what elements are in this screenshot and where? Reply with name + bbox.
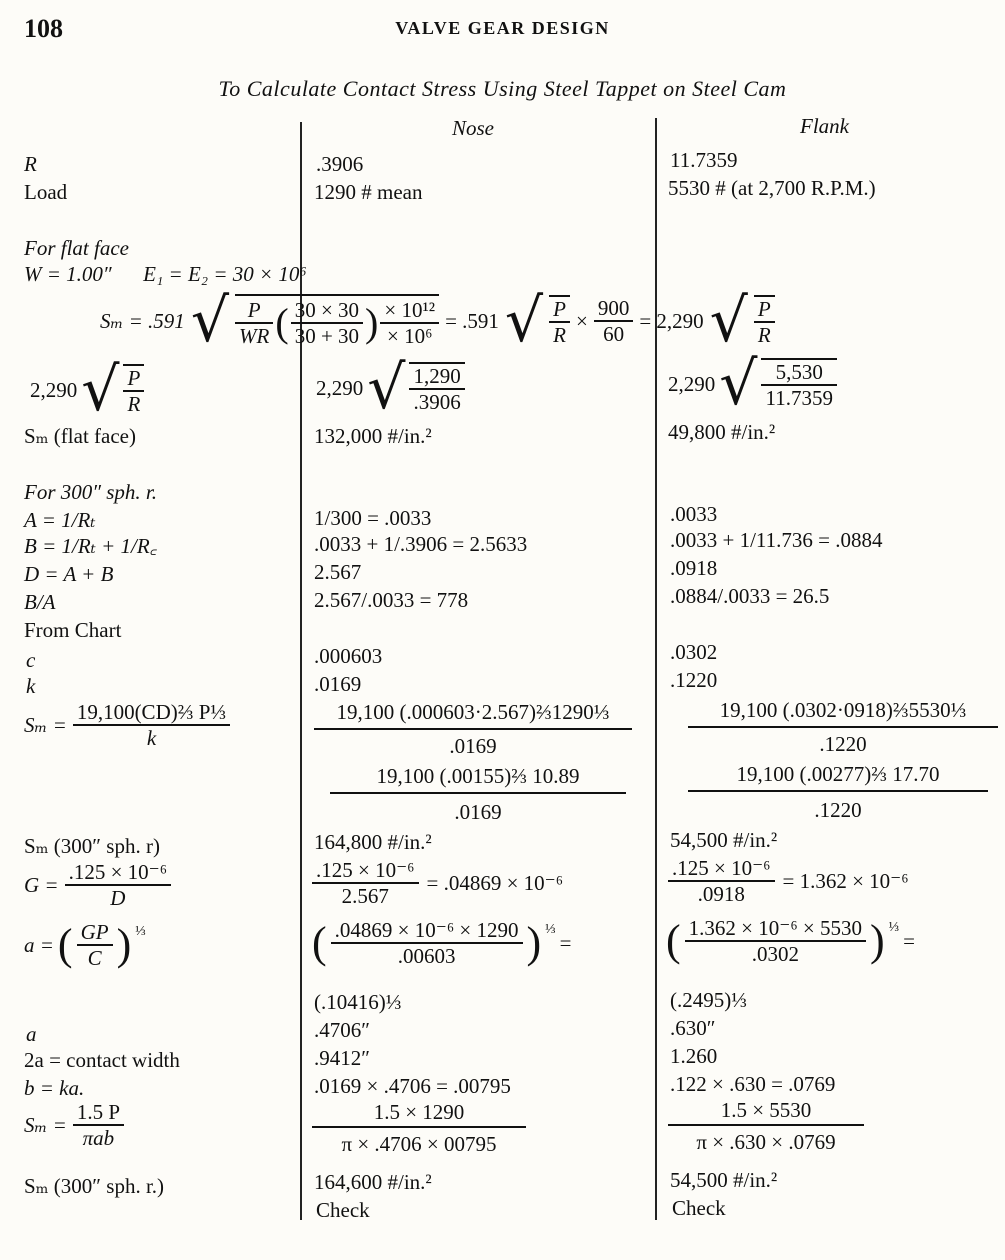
g-nose-den: 2.567 xyxy=(341,884,389,908)
sm-final-label-num: 1.5 P xyxy=(73,1100,124,1126)
nose-sm-sph-final: 164,600 #/in.² xyxy=(314,1170,432,1194)
sm-chart-nose-den2: .0169 xyxy=(454,800,502,824)
nose-ba: 2.567/.0033 = 778 xyxy=(314,588,469,612)
sm-chart-flank-den1: .1220 xyxy=(819,732,867,756)
times-sign: × xyxy=(575,309,588,333)
g-label xyxy=(24,860,171,910)
w-e-line: W = 1.00″ E₁ = E₂ = 30 × 10⁶ xyxy=(24,262,307,286)
exp-num: × 10¹² xyxy=(380,298,439,324)
nose-b-ka: .0169 × .4706 = .00795 xyxy=(314,1074,511,1098)
flank-sm-sph: 54,500 #/in.² xyxy=(670,828,778,852)
page-number: 108 xyxy=(24,14,63,43)
sm-final-label-den: πab xyxy=(82,1126,115,1150)
sm-final-label-frac xyxy=(73,1100,124,1150)
sm-chart-lhs: Sₘ = xyxy=(24,713,67,737)
sm-chart-label-num: 19,100(CD)⅔ P⅓ xyxy=(73,700,230,726)
sqrt-row-nose-num: 1,290 xyxy=(409,364,464,390)
sph-heading: For 300″ sph. r. xyxy=(24,480,158,504)
inner-frac xyxy=(291,298,363,348)
label-sm-sph: Sₘ (300″ sph. r) xyxy=(24,834,160,858)
a-nose-exp: ⅓ xyxy=(545,922,556,937)
g-label-num: .125 × 10⁻⁶ xyxy=(65,860,172,886)
final-p-over-r xyxy=(754,295,775,347)
label-b-ka: b = ka. xyxy=(24,1076,85,1100)
paren-open: ( xyxy=(275,300,289,345)
sm-chart-nose-2 xyxy=(330,764,626,824)
label-c: c xyxy=(26,648,36,672)
flank-sm-flat: 49,800 #/in.² xyxy=(668,420,776,444)
sqrt-symbol-5: √ xyxy=(367,353,406,423)
sqrt-row-flank-coef: 2,290 xyxy=(668,372,716,396)
a-label-den: C xyxy=(87,946,102,970)
nose-two-a: .9412″ xyxy=(314,1046,370,1070)
inner-num: 30 × 30 xyxy=(291,298,363,324)
a-flank-paren-open: ( xyxy=(666,916,681,965)
sm-chart-label-frac xyxy=(73,700,230,750)
sm-formula-eq: = 2,290 xyxy=(639,309,704,333)
flank-ba: .0884/.0033 = 26.5 xyxy=(670,584,830,608)
p-wr-den: WR xyxy=(239,324,270,348)
from-chart: From Chart xyxy=(24,618,122,642)
sqrt-row-flank xyxy=(668,349,837,419)
pr-den: R xyxy=(553,323,566,347)
sm-chart-label-den: k xyxy=(146,726,157,750)
sm-chart-nose-num2: 19,100 (.00155)⅔ 10.89 xyxy=(330,764,626,794)
sm-final-nose xyxy=(312,1100,526,1156)
label-ba: B/A xyxy=(24,590,56,614)
sqrt-symbol-6: √ xyxy=(719,349,758,419)
column-divider-right xyxy=(655,118,657,1220)
a-formula-flank xyxy=(666,916,915,966)
nose-c: .000603 xyxy=(314,644,383,668)
a-paren-open: ( xyxy=(57,920,73,969)
nose-b: .0033 + 1/.3906 = 2.5633 xyxy=(314,532,528,556)
p-over-wr xyxy=(235,298,273,348)
a-paren-close: ) xyxy=(116,920,132,969)
sqrt-row-label xyxy=(30,355,144,425)
g-flank-result: = 1.362 × 10⁻⁶ xyxy=(782,869,909,893)
nose-d: 2.567 xyxy=(314,560,362,584)
radicand xyxy=(235,294,439,348)
nose-a-val: .4706″ xyxy=(314,1018,370,1042)
ratio-den: 60 xyxy=(603,322,625,346)
paren-close: ) xyxy=(365,300,379,345)
sqrt-row-label-num: P xyxy=(123,366,144,392)
label-r: R xyxy=(24,152,37,176)
label-b: B = 1/Rₜ + 1/R꜀ xyxy=(24,534,157,558)
label-two-a: 2a = contact width xyxy=(24,1048,180,1072)
a-exp: ⅓ xyxy=(135,924,146,939)
sm-chart-label xyxy=(24,700,230,750)
flank-a: .0033 xyxy=(670,502,718,526)
sqrt-row-flank-den: 11.7359 xyxy=(765,386,833,410)
sm-chart-flank-2 xyxy=(688,762,988,822)
sm-final-lhs: Sₘ = xyxy=(24,1113,67,1137)
sqrt-symbol: √ xyxy=(190,286,230,356)
a-nose-paren-close: ) xyxy=(526,918,542,967)
a-flank-eq: = xyxy=(903,929,915,953)
sm-final-label xyxy=(24,1100,124,1150)
a-nose-num: .04869 × 10⁻⁶ × 1290 xyxy=(331,918,523,944)
sqrt-row-label-frac xyxy=(123,364,144,416)
ratio-num: 900 xyxy=(594,296,634,322)
g-nose-num: .125 × 10⁻⁶ xyxy=(312,858,419,884)
sqrt-symbol-2: √ xyxy=(504,286,544,356)
sm-formula-mid: = .591 xyxy=(445,309,499,333)
a-formula-label-frac xyxy=(77,920,113,970)
nose-r: .3906 xyxy=(316,152,364,176)
sqrt-symbol-4: √ xyxy=(81,355,120,425)
sm-chart-nose-num1: 19,100 (.000603·2.567)⅔1290⅓ xyxy=(314,700,632,730)
exp-den: × 10⁶ xyxy=(387,324,433,348)
label-a-val: a xyxy=(26,1022,37,1046)
sqrt-row-nose xyxy=(316,353,465,423)
nose-check: Check xyxy=(316,1198,370,1222)
a-flank-num: 1.362 × 10⁻⁶ × 5530 xyxy=(685,916,866,942)
pr-num: P xyxy=(549,297,570,323)
sm-chart-flank-num1: 19,100 (.0302·0918)⅔5530⅓ xyxy=(688,698,998,728)
a-formula-lhs: a = xyxy=(24,933,54,957)
label-load: Load xyxy=(24,180,68,204)
inner-den: 30 + 30 xyxy=(294,324,360,348)
sm-chart-nose-1 xyxy=(314,700,632,758)
flank-b-ka: .122 × .630 = .0769 xyxy=(670,1072,836,1096)
sm-formula-lhs: Sₘ = .591 xyxy=(100,309,185,333)
flank-sm-sph-final: 54,500 #/in.² xyxy=(670,1168,778,1192)
flank-b: .0033 + 1/11.736 = .0884 xyxy=(670,528,883,552)
sqrt-symbol-3: √ xyxy=(709,286,748,356)
flank-k: .1220 xyxy=(670,668,718,692)
sm-final-nose-den: π × .4706 × 00795 xyxy=(341,1132,497,1156)
a-formula-nose xyxy=(312,918,572,968)
sqrt-row-nose-den: .3906 xyxy=(413,390,461,414)
a-flank-paren-close: ) xyxy=(870,916,885,965)
flat-face-heading: For flat face xyxy=(24,236,129,260)
label-a: A = 1/Rₜ xyxy=(24,508,96,532)
label-sm-sph-final: Sₘ (300″ sph. r.) xyxy=(24,1174,165,1198)
exp-frac xyxy=(380,298,439,348)
label-d: D = A + B xyxy=(24,562,114,586)
flank-two-a: 1.260 xyxy=(670,1044,718,1068)
sm-final-flank-den: π × .630 × .0769 xyxy=(696,1130,836,1154)
nose-sm-flat: 132,000 #/in.² xyxy=(314,424,432,448)
nose-a: 1/300 = .0033 xyxy=(314,506,432,530)
a-flank-exp: ⅓ xyxy=(888,920,900,935)
g-flank xyxy=(668,856,909,906)
a-nose-den: .00603 xyxy=(397,944,456,968)
column-heading-nose: Nose xyxy=(452,116,494,140)
label-k: k xyxy=(26,674,36,698)
sqrt-row-flank-num: 5,530 xyxy=(761,360,836,386)
p-wr-num: P xyxy=(235,298,273,324)
a-nose-frac xyxy=(331,918,523,968)
nose-sm-sph: 164,800 #/in.² xyxy=(314,830,432,854)
running-title: VALVE GEAR DESIGN xyxy=(395,18,610,38)
sm-formula xyxy=(100,286,775,356)
flank-load: 5530 # (at 2,700 R.P.M.) xyxy=(668,176,876,200)
sqrt-row-nose-coef: 2,290 xyxy=(316,376,364,400)
sqrt-row-label-den: R xyxy=(127,392,141,416)
g-lhs: G = xyxy=(24,873,59,897)
sqrt-row-flank-frac xyxy=(761,358,836,410)
a-flank-frac xyxy=(685,916,866,966)
sqrt-row-label-coef: 2,290 xyxy=(30,378,78,402)
final-num: P xyxy=(754,297,775,323)
column-heading-flank: Flank xyxy=(800,114,849,138)
nose-load: 1290 # mean xyxy=(314,180,423,204)
nose-k: .0169 xyxy=(314,672,362,696)
a-label-num: GP xyxy=(77,920,113,946)
flank-cube-root: (.2495)⅓ xyxy=(670,988,747,1012)
sm-chart-flank-den2: .1220 xyxy=(814,798,862,822)
g-nose-frac xyxy=(312,858,419,908)
a-nose-paren-open: ( xyxy=(312,918,327,967)
sqrt-row-nose-frac xyxy=(409,362,464,414)
a-nose-eq: = xyxy=(559,931,572,955)
sm-chart-nose-den1: .0169 xyxy=(449,734,497,758)
flank-c: .0302 xyxy=(670,640,718,664)
ratio-frac xyxy=(594,296,634,346)
caption: To Calculate Contact Stress Using Steel Tappet on Steel Cam xyxy=(218,76,787,101)
a-flank-den: .0302 xyxy=(751,942,799,966)
flank-check: Check xyxy=(672,1196,726,1220)
flank-a-val: .630″ xyxy=(670,1016,716,1040)
final-den: R xyxy=(757,323,771,347)
sm-chart-flank-1 xyxy=(688,698,998,756)
g-flank-den: .0918 xyxy=(697,882,745,906)
p-over-r xyxy=(549,295,570,347)
flank-d: .0918 xyxy=(670,556,718,580)
label-sm-flat: Sₘ (flat face) xyxy=(24,424,136,448)
flank-r: 11.7359 xyxy=(670,148,738,172)
g-nose-result: = .04869 × 10⁻⁶ xyxy=(426,871,564,895)
sm-chart-flank-num2: 19,100 (.00277)⅔ 17.70 xyxy=(688,762,988,792)
sm-final-nose-num: 1.5 × 1290 xyxy=(312,1100,526,1128)
g-nose xyxy=(312,858,563,908)
g-flank-frac xyxy=(668,856,775,906)
g-label-frac xyxy=(65,860,172,910)
g-flank-num: .125 × 10⁻⁶ xyxy=(668,856,775,882)
sm-final-flank-num: 1.5 × 5530 xyxy=(668,1098,864,1126)
nose-cube-root: (.10416)⅓ xyxy=(314,990,402,1014)
a-formula-label xyxy=(24,920,146,970)
g-label-den: D xyxy=(110,886,126,910)
sm-final-flank xyxy=(668,1098,864,1154)
